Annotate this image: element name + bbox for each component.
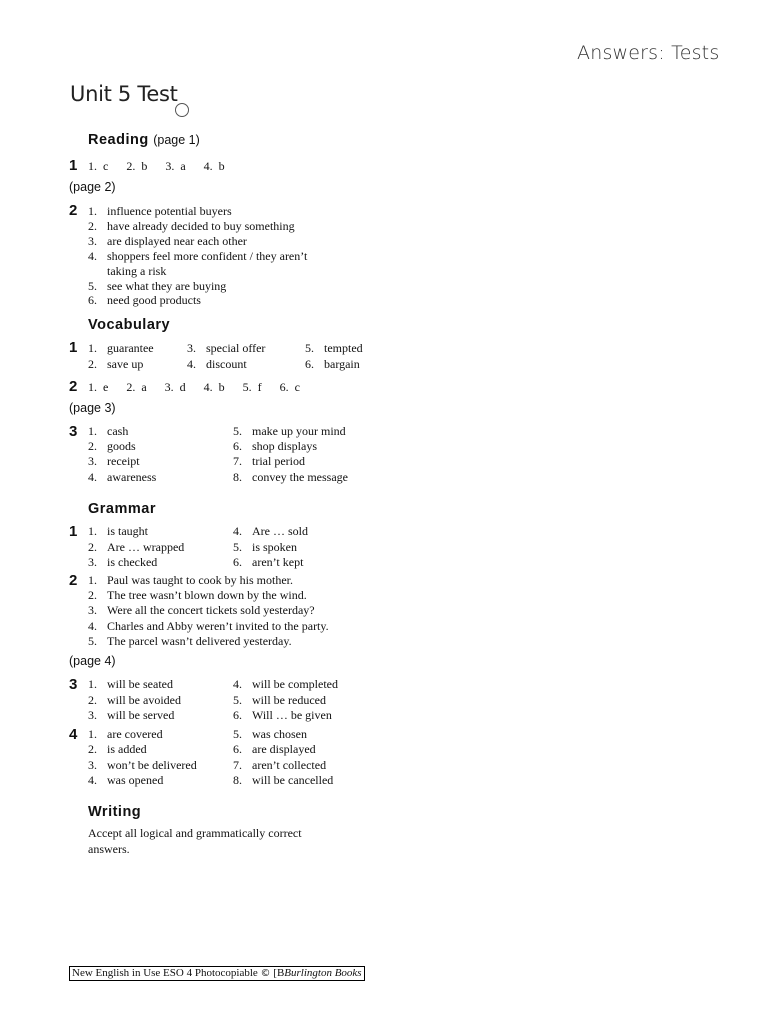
page-header-title: Answers: Tests [577, 42, 720, 64]
page-ref: (page 3) [69, 401, 116, 415]
page-ref: (page 1) [153, 133, 200, 147]
section-heading-reading [88, 132, 200, 148]
answer-line: 1. e 2. a 3. d 4. b 5. f 6. c [88, 380, 300, 394]
list-item: 1. guarantee 3. special offer 5. tempted [88, 341, 363, 355]
list-item: 2. Are … wrapped 5. is spoken [88, 539, 297, 554]
list-item: 1. cash 5. make up your mind [88, 424, 346, 438]
circle-icon [175, 103, 189, 117]
footer-text: New English in Use ESO 4 Photocopiable [72, 967, 258, 979]
page-ref: (page 4) [69, 654, 116, 668]
list-item: 3. is checked 6. aren’t kept [88, 555, 304, 569]
list-item: 6. need good products [88, 293, 201, 308]
answer-list [88, 573, 329, 649]
list-item: 3. Were all the concert tickets sold yesterday? [88, 603, 315, 618]
question-number: 3 [69, 423, 78, 440]
list-item: 4. shoppers feel more confident / they aren’t [88, 248, 308, 263]
section-heading-writing: Writing [88, 804, 142, 820]
list-item: 5. The parcel wasn’t delivered yesterday. [88, 633, 292, 648]
section-heading-grammar: Grammar [88, 501, 156, 517]
list-item: 4. was opened 8. will be cancelled [88, 772, 334, 787]
list-item: 2. have already decided to buy something [88, 218, 295, 233]
list-item: 2. will be avoided 5. will be reduced [88, 692, 326, 707]
answer-grid [88, 727, 333, 788]
publisher-bracket: [ [273, 967, 277, 979]
section-heading-vocabulary: Vocabulary [88, 317, 171, 333]
page-ref: (page 2) [69, 180, 116, 194]
list-item: 3. receipt 7. trial period [88, 454, 305, 469]
list-item: 2. goods 6. shop displays [88, 439, 318, 454]
list-item: taking a risk [107, 263, 167, 278]
question-number: 3 [69, 676, 78, 693]
question-number: 1 [69, 157, 78, 174]
footer-copyright [69, 966, 365, 981]
list-item: 1. will be seated 4. will be completed [88, 677, 338, 691]
list-item: 3. will be served 6. Will … be given [88, 708, 332, 722]
list-item: 3. are displayed near each other [88, 233, 247, 248]
publisher-logo-mark: B [276, 967, 285, 979]
answer-grid [88, 677, 338, 724]
list-item: 4. Charles and Abby weren’t invited to the party. [88, 618, 329, 633]
publisher-name: Burlington Books [284, 967, 362, 979]
list-item: 2. The tree wasn’t blown down by the wind. [88, 588, 307, 603]
writing-note [88, 826, 302, 857]
list-item: 2. is added 6. are displayed [88, 742, 316, 757]
question-number: 1 [69, 339, 78, 356]
question-number: 2 [69, 572, 78, 589]
question-number: 2 [69, 378, 78, 395]
answer-grid [88, 340, 363, 372]
copyright-icon: © [260, 968, 271, 979]
list-item: 2. save up 4. discount 6. bargain [88, 357, 360, 371]
list-item: 1. Paul was taught to cook by his mother. [88, 573, 293, 587]
list-item: 1. are covered 5. was chosen [88, 727, 307, 741]
unit-title: Unit 5 Test [70, 82, 178, 106]
question-number: 2 [69, 202, 78, 219]
list-item: 1. influence potential buyers [88, 204, 232, 218]
answer-grid [88, 524, 308, 571]
list-item: 4. awareness 8. convey the message [88, 469, 348, 484]
answer-list [88, 204, 307, 308]
list-item: 3. won’t be delivered 7. aren’t collected [88, 757, 327, 772]
list-item: 1. is taught 4. Are … sold [88, 524, 308, 538]
answer-grid [88, 424, 348, 485]
answer-line: 1. c 2. b 3. a 4. b [88, 159, 225, 173]
text-line: Accept all logical and grammatically correct [88, 826, 302, 840]
list-item: 5. see what they are buying [88, 278, 227, 293]
text-line: answers. [88, 841, 130, 856]
question-number: 1 [69, 523, 78, 540]
section-title: Reading [88, 132, 149, 148]
question-number: 4 [69, 726, 78, 743]
